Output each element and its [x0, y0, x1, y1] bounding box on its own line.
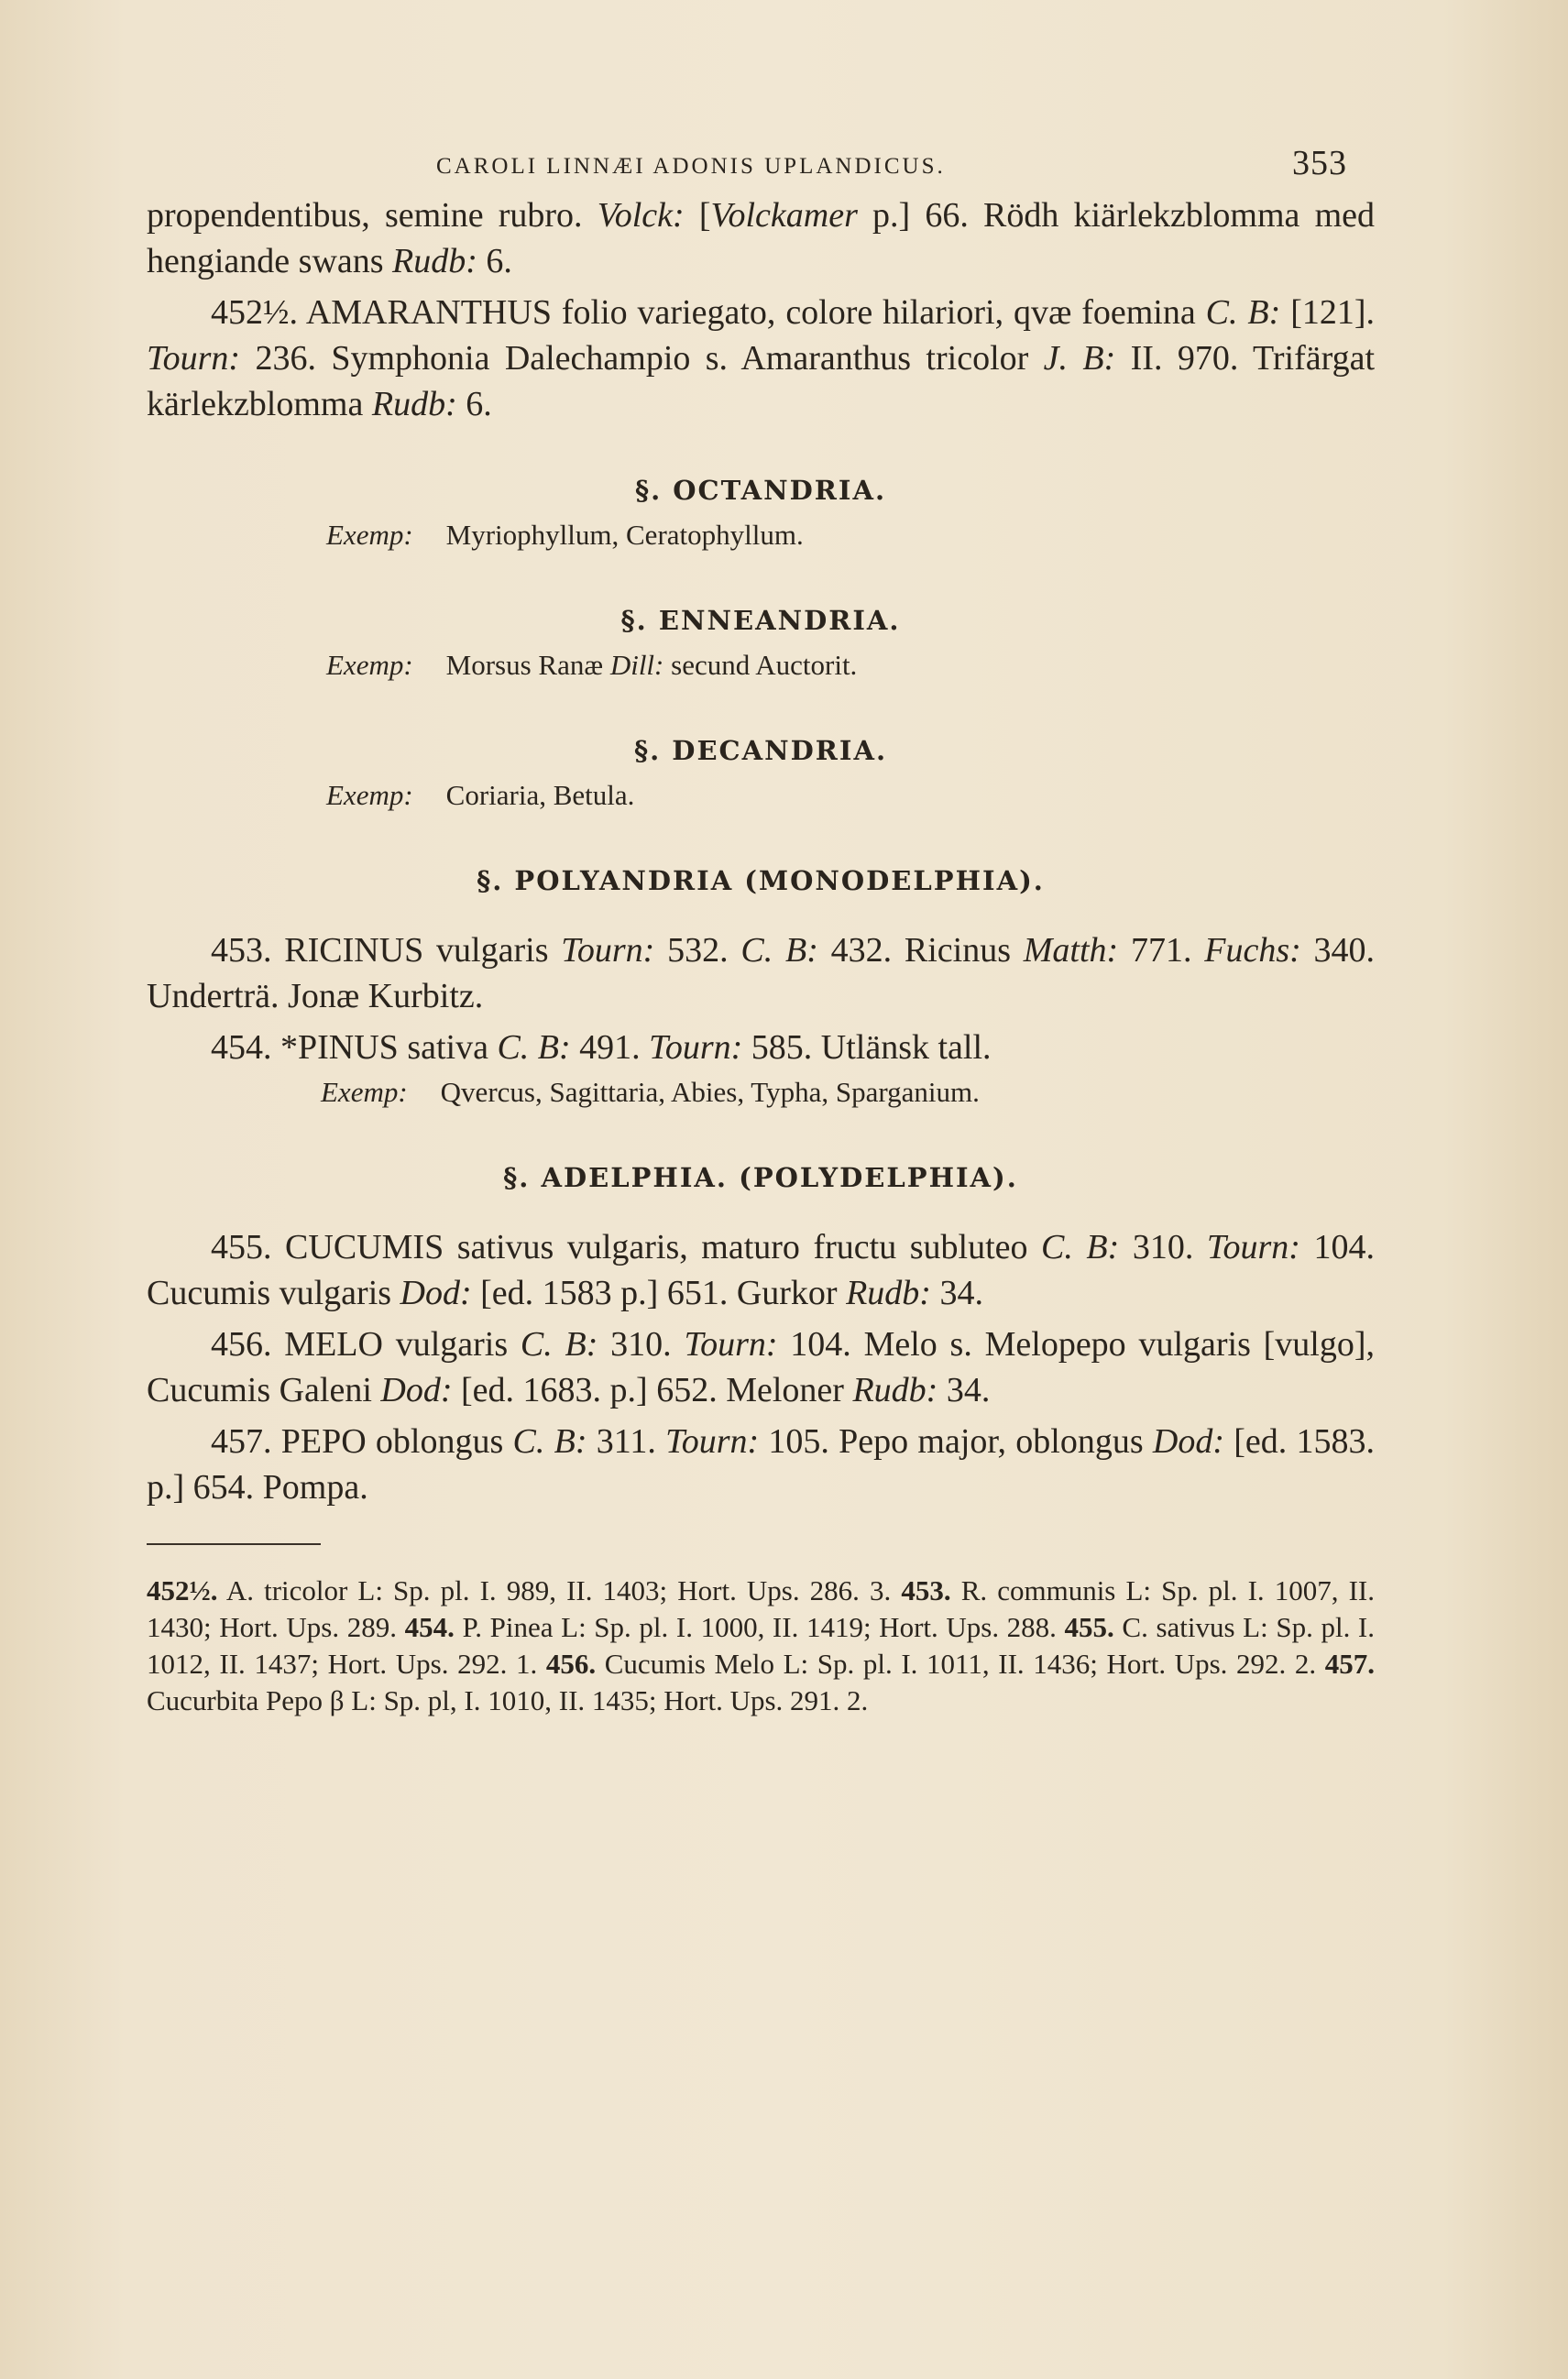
section-heading-enneandria: §. ENNEANDRIA. — [620, 605, 901, 636]
genus-name: MELO — [284, 1325, 383, 1364]
running-title: CAROLI LINNÆI ADONIS UPLANDICUS. — [436, 154, 946, 179]
genus-name: PEPO — [280, 1422, 367, 1461]
exemp-octandria: Exemp: Myriophyllum, Ceratophyllum. — [326, 519, 804, 551]
entry-number: 455. — [211, 1228, 272, 1266]
section-heading-decandria: §. DECANDRIA. — [633, 735, 888, 766]
entry-456: 456. MELO vulgaris C. B: 310. Tourn: 104. Melo s. Melopepo vulgaris [vulgo], Cucumis Galeni Dod: [ed. 1683. p.] 652. Meloner Rudb: 34. — [147, 1325, 1376, 1409]
section-heading-polyandria: §. POLYANDRIA (MONODELPHIA). — [477, 865, 1045, 896]
entry-457: 457. PEPO oblongus C. B: 311. Tourn: 105. Pepo major, oblongus Dod: [ed. 1583. p.] 654. Pompa. — [147, 1422, 1375, 1507]
footnote-text: 452½. A. tricolor L: Sp. pl. I. 989, II. 1403; Hort. Ups. 286. 3. 453. R. communis L: Sp. pl. I. 1007, II. 1430; Hort. Ups. 289. 454. P. Pinea L: Sp. pl. I. 1000, II. 1419; Hort. Ups. 288. 455. C. sativus L: Sp. pl. I. 1012, II. 1437; Hort. Ups. 292. 1. 456. Cucumis Melo L: Sp. pl. I. 1011, II. 1436; Hort. Ups. 292. 2. 457. Cucurbita Pepo β L: Sp. pl, I. 1010, II. 1435; Hort. Ups. 291. 2. — [147, 1574, 1376, 1716]
exemp-enneandria: Exemp: Morsus Ranæ Dill: secund Auctorit. — [326, 649, 858, 681]
exemp-decandria: Exemp: Coriaria, Betula. — [326, 779, 635, 811]
exemp-454: Exemp: Qvercus, Sagittaria, Abies, Typha, Sparganium. — [321, 1076, 980, 1108]
page-number: 353 — [1292, 144, 1347, 182]
entry-number: 454. — [211, 1028, 272, 1067]
entry-number: 453. — [211, 931, 272, 970]
entry-number: 457. — [211, 1422, 272, 1461]
footnote-rule — [147, 1543, 321, 1545]
footnotes — [147, 1573, 1375, 1719]
running-header — [147, 137, 1375, 192]
entry-number: 452½. — [211, 293, 298, 332]
entry-455: 455. CUCUMIS sativus vulgaris, maturo fructu subluteo C. B: 310. Tourn: 104. Cucumis vulgaris Dod: [ed. 1583 p.] 651. Gurkor Rudb: 34. — [147, 1228, 1376, 1312]
entry-number: 456. — [211, 1325, 272, 1364]
genus-name: *PINUS — [280, 1028, 399, 1067]
genus-name: RICINUS — [284, 931, 424, 970]
genus-name: AMARANTHUS — [305, 293, 552, 332]
text-column — [147, 137, 1375, 1719]
entry-454: 454. *PINUS sativa C. B: 491. Tourn: 585. Utlänsk tall. — [211, 1028, 992, 1067]
genus-name: CUCUMIS — [285, 1228, 444, 1266]
entry-452-half: 452½. AMARANTHUS folio variegato, colore hilariori, qvæ foemina C. B: [121]. Tourn: 236. Symphonia Dalechampio s. Amaranthus tricolor J. B: II. 970. Trifärgat kärlekzblomma Rudb: 6. — [147, 293, 1375, 423]
entry-continuation: propendentibus, semine rubro. Volck: [Volckamer p.] 66. Rödh kiärlekzblomma med hengiande swans Rudb: 6. — [147, 196, 1375, 280]
section-heading-octandria: §. OCTANDRIA. — [634, 475, 887, 506]
entry-453: 453. RICINUS vulgaris Tourn: 532. C. B: 432. Ricinus Matth: 771. Fuchs: 340. Underträ. Jonæ Kurbitz. — [147, 931, 1376, 1015]
section-heading-adelphia: §. ADELPHIA. (POLYDELPHIA). — [503, 1162, 1018, 1193]
